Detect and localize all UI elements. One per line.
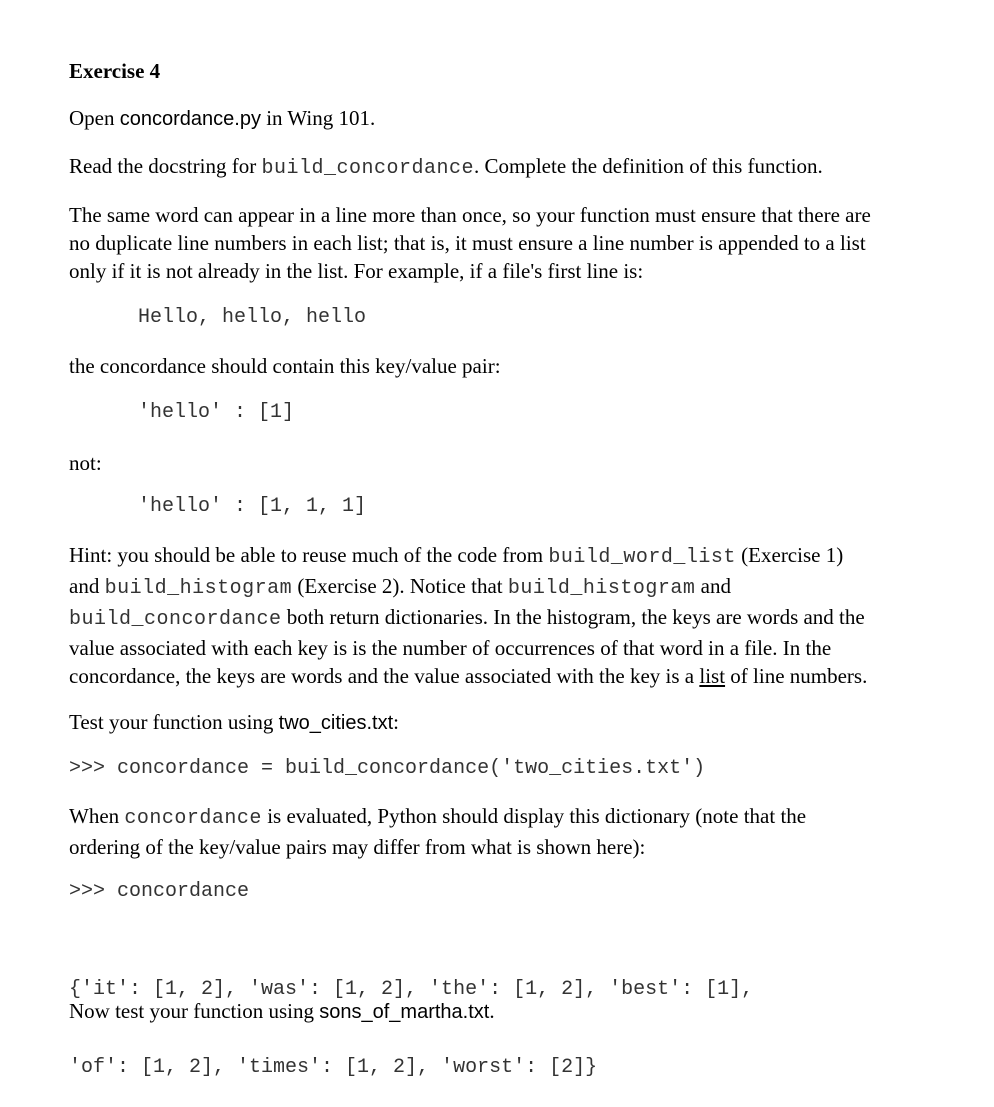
text: (Exercise 1)	[735, 543, 844, 567]
text: Read the docstring for	[69, 154, 262, 178]
final-instruction	[69, 997, 495, 1026]
code-example-wrong-pair: 'hello' : [1, 1, 1]	[138, 495, 367, 518]
filename: two_cities.txt	[278, 712, 394, 734]
text: both return dictionaries. In the histogram, the keys are words and the	[281, 605, 865, 629]
code-line: {'it': [1, 2], 'was': [1, 2], 'the': [1, 2], 'best': [1],	[69, 978, 754, 1001]
filename: sons_of_martha.txt	[319, 1001, 490, 1023]
paragraph-line: only if it is not already in the list. For example, if a file's first line is:	[69, 259, 644, 283]
eval-line-2: ordering of the key/value pairs may differ from what is shown here):	[69, 835, 646, 859]
open-file-instruction	[69, 104, 375, 133]
text: Now test your function using	[69, 999, 320, 1023]
hint-line-4: value associated with each key is is the number of occurrences of that word in a file. In the	[69, 636, 832, 660]
code-example-correct-pair: 'hello' : [1]	[138, 401, 295, 424]
function-name: build_concordance	[261, 157, 474, 180]
code-example-line: Hello, hello, hello	[138, 306, 367, 329]
text: .	[489, 999, 495, 1023]
hint-line-3	[69, 603, 949, 634]
text: of line numbers.	[725, 664, 868, 688]
text: When	[69, 804, 125, 828]
text: Open	[69, 106, 120, 130]
list-underlined: list	[699, 664, 726, 688]
text: and	[695, 574, 731, 598]
text: and	[69, 574, 105, 598]
code-line: 'of': [1, 2], 'times': [1, 2], 'worst': [2]}	[69, 1056, 598, 1079]
function-name: build_word_list	[548, 546, 736, 569]
text: Hint: you should be able to reuse much of the code from	[69, 543, 549, 567]
text: concordance, the keys are words and the value associated with the key is a	[69, 664, 700, 688]
hint-paragraph	[69, 541, 949, 690]
text: :	[393, 710, 399, 734]
function-name: build_concordance	[69, 608, 282, 631]
hint-line-2	[69, 572, 949, 603]
test-instruction	[69, 708, 399, 737]
eval-line-1	[69, 802, 949, 833]
text: in Wing 101.	[260, 106, 376, 130]
variable-name: concordance	[124, 807, 262, 830]
code-concordance-prompt: >>> concordance	[69, 880, 250, 903]
function-name: build_histogram	[104, 577, 293, 600]
paragraph-line: The same word can appear in a line more than once, so your function must ensure that there are	[69, 203, 871, 227]
concordance-should-contain: the concordance should contain this key/value pair:	[69, 354, 501, 378]
exercise-title: Exercise 4	[69, 59, 161, 83]
function-name: build_histogram	[507, 577, 696, 600]
paragraph-line: no duplicate line numbers in each list; that is, it must ensure a line number is appended to a list	[69, 231, 866, 255]
code-call-build-concordance: >>> concordance = build_concordance('two_cities.txt')	[69, 757, 706, 780]
text: (Exercise 2). Notice that	[292, 574, 508, 598]
text: is evaluated, Python should display this dictionary (note that the	[261, 804, 807, 828]
evaluation-paragraph	[69, 802, 949, 861]
hint-line-5	[69, 662, 949, 690]
text: Test your function using	[69, 710, 279, 734]
hint-line-1	[69, 541, 949, 572]
text: . Complete the definition of this function.	[474, 154, 823, 178]
filename: concordance.py	[119, 108, 261, 130]
docstring-instruction	[69, 152, 823, 183]
duplicate-paragraph	[69, 201, 949, 285]
not-label: not:	[69, 451, 102, 475]
